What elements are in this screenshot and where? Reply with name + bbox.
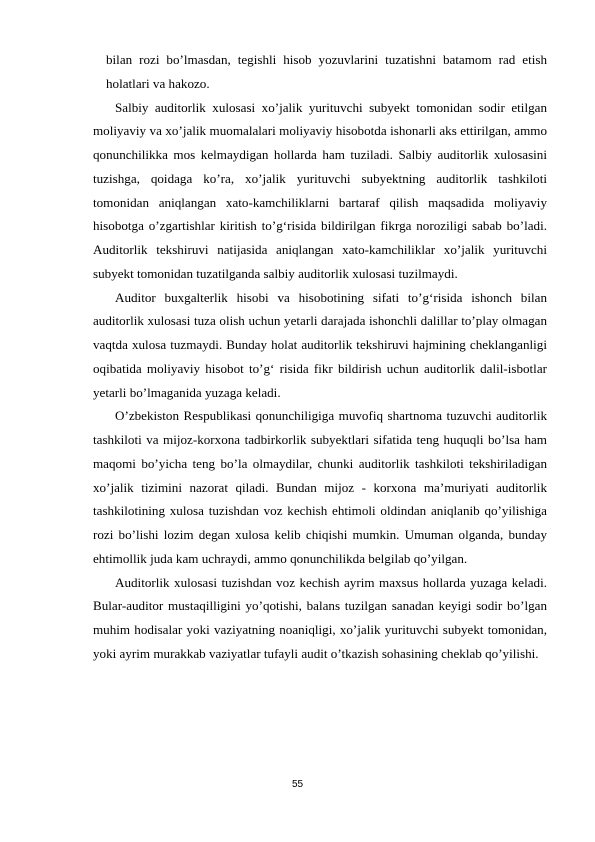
paragraph-refusal-cases: Auditorlik xulosasi tuzishdan voz kechish ayrim maxsus hollarda yuzaga keladi. Bular-auditor mustaqilligini yo’qotishi, balans tuzilgan sanadan keyigi sodir bo’lgan muhim hodisalar yoki vaziyatning noaniqligi, xo’jalik yurituvchi subyekt tomonidan, yoki ayrim murakkab vaziyatlar tufayli audit o’tkazish sohasining cheklab qo’yilishi. xyxy=(93,574,547,661)
page-body xyxy=(93,48,547,666)
paragraph-negative-opinion: Salbiy auditorlik xulosasi xo’jalik yurituvchi subyekt tomonidan sodir etilgan moliyaviy va xo’jalik muomalalari moliyaviy hisobotda ishonarli aks ettirilgan, ammo qonunchilikka mos kelmaydigan hollarda ham tuziladi. Salbiy auditorlik xulosasini tuzishga, qoidaga ko’ra, xo’jalik yurituvchi subyektning auditorlik tashkiloti tomonidan aniqlangan xato-kamchiliklarni bartaraf qilish maqsadida moliyaviy hisobotga o’zgartishlar kiritish to’g‘risida bildirilgan fikrga noroziligi sabab bo’ladi. Auditorlik tekshiruvi natijasida aniqlangan xato-kamchiliklar xo’jalik yurituvchi subyekt tomonidan tuzatilganda salbiy auditorlik xulosasi tuzilmaydi. xyxy=(93,99,547,281)
page-number: 55 xyxy=(291,779,304,790)
paragraph-disclaimer: Auditor buxgalterlik hisobi va hisobotining sifati to’g‘risida ishonch bilan auditorlik xulosasi tuza olish uchun yetarli darajada ishonchli dalillar to’play olmagan vaqtda xulosa tuzmaydi. Bunday holat auditorlik tekshiruvi hajmining cheklanganligi oqibatida moliyaviy hisobot to’g‘ risida fikr bildirish uchun auditorlik dalil-isbotlar yetarli bo’lmaganida yuzaga keladi. xyxy=(93,289,547,400)
paragraph-legislation: O’zbekiston Respublikasi qonunchiligiga muvofiq shartnoma tuzuvchi auditorlik tashkiloti va mijoz-korxona tadbirkorlik subyektlari sifatida teng huquqli bo’lsa ham maqomi bo’yicha teng bo’la olmaydilar, chunki auditorlik tashkiloti tekshiriladigan xo’jalik tizimini nazorat qiladi. Bundan mijoz - korxona ma’muriyati auditorlik tashkilotining xulosa tuzishdan voz kechish ehtimoli oldindan aniqlanib qo’yilishiga rozi bo’lishi lozim degan xulosa kelib chiqishi mumkin. Umuman olganda, bunday ehtimollik juda kam uchraydi, ammo qonunchilikda belgilab qo’yilgan. xyxy=(93,408,547,566)
list-item-continuation: bilan rozi bo’lmasdan, tegishli hisob yozuvlarini tuzatishni batamom rad etish holatlari va hakozo. xyxy=(106,52,547,91)
